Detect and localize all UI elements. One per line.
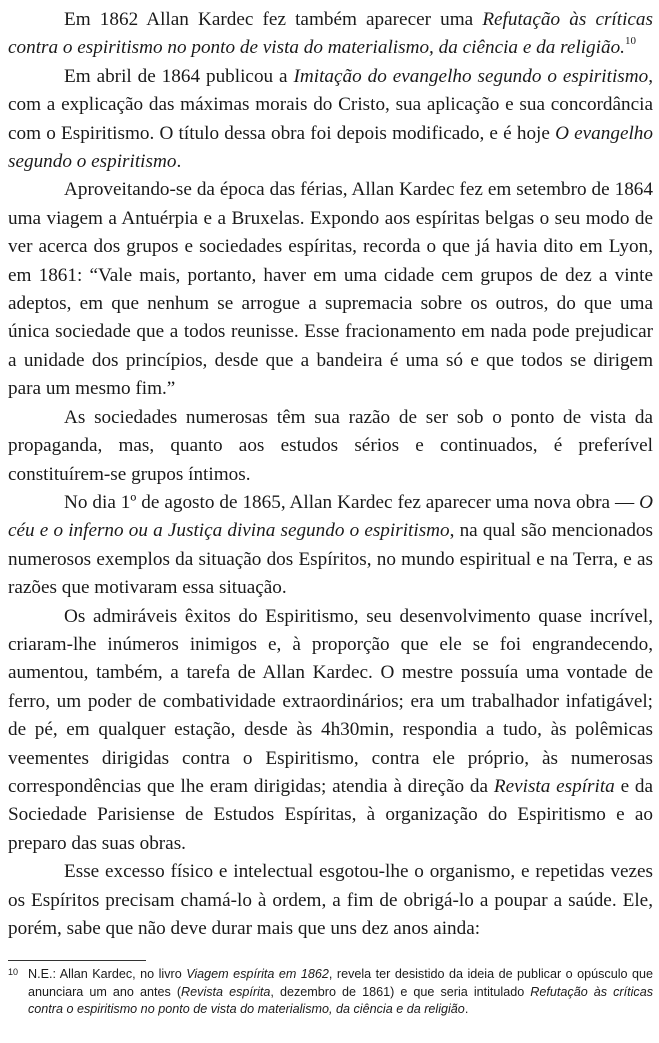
p2-title-b: O evangelho segundo o espiritismo [8,122,653,173]
p2-title-a: Imitação do evangelho segundo o espiritismo [293,65,649,87]
p5-text-a: No dia 1º de agosto de 1865, Allan Kardec fez aparecer uma nova obra — [64,491,640,513]
footnote-divider [8,960,146,961]
fn-title-b: Revista espírita [181,984,271,999]
fn-text-g: . [464,1002,469,1017]
paragraph-3: Aproveitando-se da época das férias, Allan Kardec fez em setembro de 1864 uma viagem a Antuérpia e a Bruxelas. Expondo aos espíritas belgas o seu modo de ver acerca dos grupos e sociedades espíritas, recorda o que já havia dito em Lyon, em 1861: “Vale mais, portanto, haver em uma cidade cem grupos de dez a vinte adeptos, em que nenhum se arrogue a supremacia sobre os outros, do que uma única sociedade que a todos reunisse. Esse fracionamento em nada pode prejudicar a unidade dos princípios, desde que a bandeira é uma só e que todos se dirigem para um mesmo fim.” [8,179,653,400]
paragraph-7: Esse excesso físico e intelectual esgotou-lhe o organismo, e repetidas vezes os Espíritos precisam chamá-lo à ordem, a fim de obrigá-lo a poupar a saúde. Ele, porém, sabe que não deve durar mais que uns dez anos ainda: [8,861,653,939]
fn-text-c: , revela ter desistido da ideia de publicar o opúsculo que anunciara um ano antes ( [28,967,654,999]
p1-text: Em 1862 Allan Kardec fez também aparecer uma [64,9,483,30]
p2-text-a: Em abril de 1864 publicou a [64,65,294,87]
paragraph-4: As sociedades numerosas têm sua razão de ser sob o ponto de vista da propaganda, mas, quanto aos estudos sérios e continuados, é preferível constituírem-se grupos íntimos. [8,406,653,485]
paragraph-2 [8,63,653,177]
fn-title-c: Refutação às críticas contra o espiritismo no ponto de vista do materialismo, da ciência e da religião [28,984,654,1017]
footnote-ref: 10 [624,35,636,48]
fn-text-e: , dezembro de 1861) e que seria intitulado [270,984,531,999]
p2-text-c: , com a explicação das máximas morais do Cristo, sua aplicação e sua concordância com o Espiritismo. O título dessa obra foi depois modificado, e é hoje [8,65,653,144]
paragraph-1 [8,6,653,63]
fn-text-a: N.E.: Allan Kardec, no livro [28,967,187,981]
p6-title: Revista espírita [493,775,615,797]
paragraph-5 [8,489,653,603]
document-body [8,6,653,943]
p5-text-c: , na qual são mencionados numerosos exemplos da situação dos Espíritos, no mundo espiritual e na Terra, e as razões que motivaram essa situação. [8,520,653,599]
p2-text-e: . [176,151,182,173]
p6-text-c: e da Sociedade Parisiense de Estudos Espíritas, à organização do Espiritismo e ao preparo das suas obras. [8,775,654,854]
p5-title: O céu e o inferno ou a Justiça divina segundo o espiritismo [8,491,653,542]
p1-title: Refutação às críticas contra o espiritismo no ponto de vista do materialismo, da ciência e da religião. [8,9,653,59]
footnote-number: 10 [8,967,19,977]
paragraph-6 [8,603,653,859]
footnote [8,966,653,1019]
p6-text-a: Os admiráveis êxitos do Espiritismo, seu desenvolvimento quase incrível, criaram-lhe inúmeros inimigos e, à proporção que ele se foi engrandecendo, aumentou, também, a tarefa de Allan Kardec. O mestre possuía uma vontade de ferro, um poder de combatividade extraordinários; era um trabalhador infatigável; de pé, em qualquer estação, desde às 4h30min, respondia a tudo, às polêmicas veementes dirigidas contra o Espiritismo, contra ele próprio, às numerosas correspondências que lhe eram dirigidas; atendia à direção da [8,605,653,797]
fn-title-a: Viagem espírita em 1862 [186,967,329,981]
